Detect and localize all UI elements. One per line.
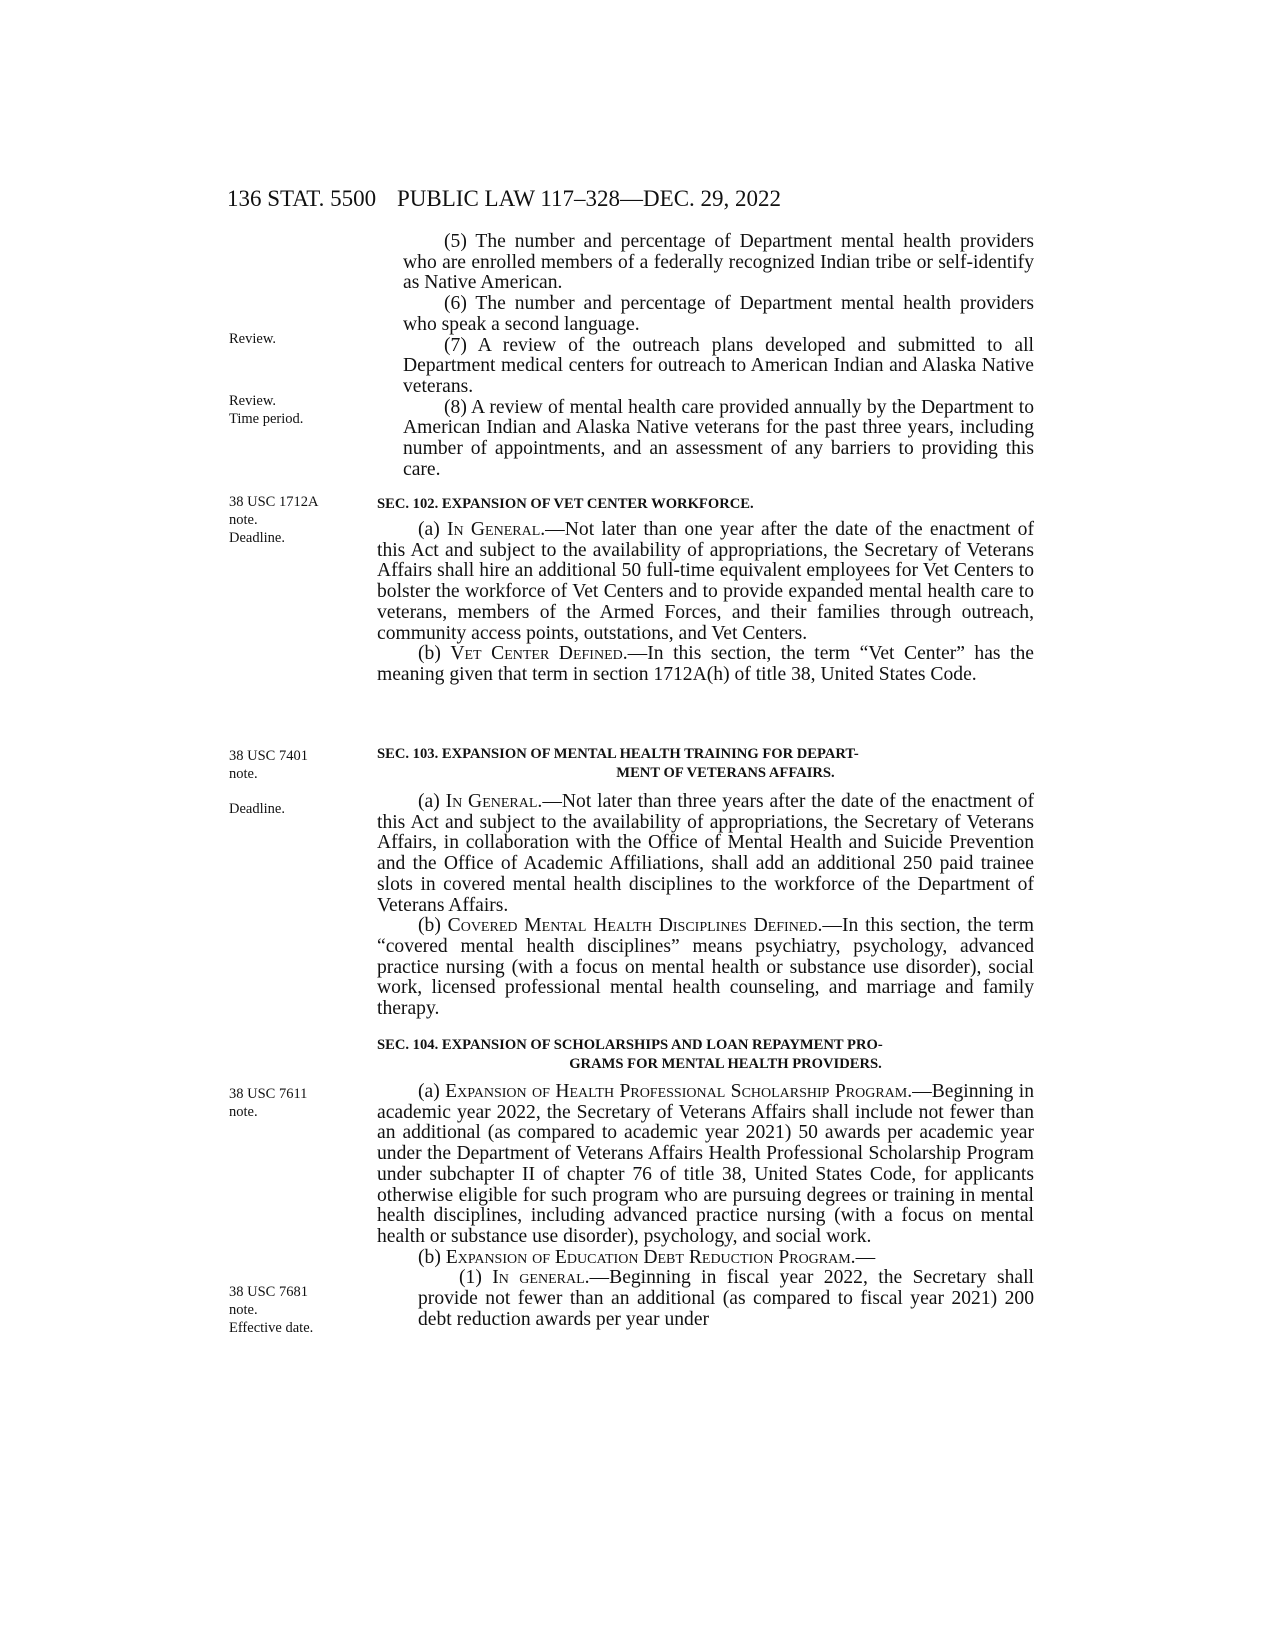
- margin-note-line: Review.: [229, 331, 276, 347]
- margin-note: [229, 330, 276, 348]
- subsection-text: —Beginning in academic year 2022, the Secretary of Veterans Affairs shall include not fewer than an additional (as compared to academic year 2021) 50 awards per academic year under the Department of Veterans Affairs Health Professional Scholarship Program under subchapter II of chapter 76 of title 38, United States Code, for applicants otherwise eligible for such program who are pursuing degrees or training in mental health disciplines, including advanced practice nursing (with a focus on mental health or substance use disorder), psychology, and social work.: [377, 1081, 1034, 1247]
- section-104-heading: [377, 1036, 1034, 1074]
- margin-note-line: note.: [229, 1302, 258, 1318]
- section-103-heading: [377, 745, 1034, 783]
- margin-note-line: Review.: [229, 393, 276, 409]
- margin-note: [229, 747, 308, 783]
- heading-line: SEC. 104. EXPANSION OF SCHOLARSHIPS AND LOAN REPAYMENT PRO-: [377, 1037, 883, 1053]
- margin-note-line: Time period.: [229, 411, 304, 427]
- subsection-text: —In this section, the term “covered mental health disciplines” means psychiatry, psychology, advanced practice nursing (with a focus on mental health or substance use disorder), social work, licensed professional mental health counseling, and marriage and family therapy.: [377, 915, 1035, 1020]
- margin-note-line: Deadline.: [229, 801, 285, 817]
- items-block: [403, 232, 1034, 480]
- subsection-dash: —: [855, 1246, 876, 1268]
- paragraph-text: —Beginning in fiscal year 2022, the Secretary shall provide not fewer than an additional (as compared to fiscal year 2021) 200 debt reduction awards per year under: [418, 1267, 1034, 1330]
- section-102-heading: SEC. 102. EXPANSION OF VET CENTER WORKFORCE.: [377, 496, 754, 512]
- section-102-body: [377, 520, 1034, 686]
- paragraph-7: (7) A review of the outreach plans developed and submitted to all Department medical centers for outreach to American Indian and Alaska Native veterans.: [403, 334, 1034, 397]
- subsection-text: —In this section, the term “Vet Center” has the meaning given that term in section 1712A(h) of title 38, United States Code.: [377, 643, 1034, 685]
- paragraph-8: (8) A review of mental health care provided annually by the Department to American Indian and Alaska Native veterans for the past three years, including number of appointments, and an assessment of any barriers to providing this care.: [403, 396, 1034, 480]
- subsection-text: —Not later than three years after the date of the enactment of this Act and subject to the availability of appropriations, the Secretary of Veterans Affairs, in collaboration with the Office of Mental Health and Suicide Prevention and the Office of Academic Affiliations, shall add an additional 250 paid trainee slots in covered mental health disciplines to the workforce of the Department of Veterans Affairs.: [377, 791, 1034, 916]
- margin-note-line: note.: [229, 1104, 258, 1120]
- stat-page-number: 136 STAT. 5500: [227, 186, 377, 211]
- subsection-label: (a): [418, 519, 447, 540]
- margin-note: [229, 493, 318, 547]
- margin-note: [229, 1085, 307, 1121]
- subsection-label: (b): [418, 915, 448, 937]
- margin-note: [229, 1283, 313, 1337]
- section-104-subsection-b: [377, 1248, 1034, 1269]
- public-law-title: PUBLIC LAW 117–328—DEC. 29, 2022: [397, 186, 782, 211]
- margin-note-line: 38 USC 7681: [229, 1284, 308, 1300]
- subsection-label: (b): [418, 1246, 446, 1268]
- margin-note: [229, 800, 285, 818]
- section-104-body: [377, 1082, 1034, 1330]
- subsection-heading: In General.: [445, 791, 543, 812]
- subsection-heading: Covered Mental Health Disciplines Defined.: [447, 915, 823, 937]
- section-103-body: [377, 792, 1034, 1020]
- margin-note-line: 38 USC 1712A: [229, 494, 319, 510]
- margin-note-line: Effective date.: [229, 1320, 314, 1336]
- section-103-subsection-b: [377, 916, 1034, 1020]
- margin-note-line: note.: [229, 766, 258, 782]
- subsection-heading: Expansion of Education Debt Reduction Program.: [445, 1246, 856, 1268]
- section-103-subsection-a: [377, 792, 1034, 916]
- paragraph-6: (6) The number and percentage of Department mental health providers who speak a second language.: [403, 293, 1034, 335]
- margin-note-line: Deadline.: [229, 530, 285, 546]
- heading-line: MENT OF VETERANS AFFAIRS.: [616, 765, 835, 781]
- section-102-subsection-a: [377, 520, 1034, 644]
- subsection-heading: In General.: [447, 519, 546, 540]
- margin-note-line: note.: [229, 512, 258, 528]
- subsection-label: (a): [418, 791, 446, 812]
- margin-note-line: 38 USC 7611: [229, 1086, 308, 1102]
- heading-line: GRAMS FOR MENTAL HEALTH PROVIDERS.: [569, 1056, 882, 1072]
- paragraph-label: (1): [459, 1267, 493, 1289]
- paragraph-5: (5) The number and percentage of Department mental health providers who are enrolled members of a federally recognized Indian tribe or self-identify as Native American.: [403, 231, 1034, 294]
- paragraph-heading: In general.: [492, 1267, 590, 1289]
- subsection-heading: Vet Center Defined.: [450, 643, 628, 665]
- section-104-subsection-a: [377, 1082, 1034, 1248]
- section-102-subsection-b: [377, 644, 1034, 685]
- subsection-heading: Expansion of Health Professional Scholarship Program.: [445, 1081, 913, 1102]
- subsection-label: (a): [418, 1081, 446, 1102]
- subsection-text: —Not later than one year after the date of the enactment of this Act and subject to the availability of appropriations, the Secretary of Veterans Affairs shall hire an additional 50 full-time equivalent employees for Vet Centers to bolster the workforce of Vet Centers and to provide expanded mental health care to veterans, members of the Armed Forces, and their families through outreach, community access points, outstations, and Vet Centers.: [377, 519, 1034, 644]
- margin-note: [229, 392, 303, 428]
- margin-note-line: 38 USC 7401: [229, 748, 308, 764]
- section-104-paragraph-b1: [377, 1268, 1034, 1330]
- subsection-label: (b): [418, 643, 451, 665]
- heading-line: SEC. 103. EXPANSION OF MENTAL HEALTH TRAINING FOR DEPART-: [377, 746, 859, 762]
